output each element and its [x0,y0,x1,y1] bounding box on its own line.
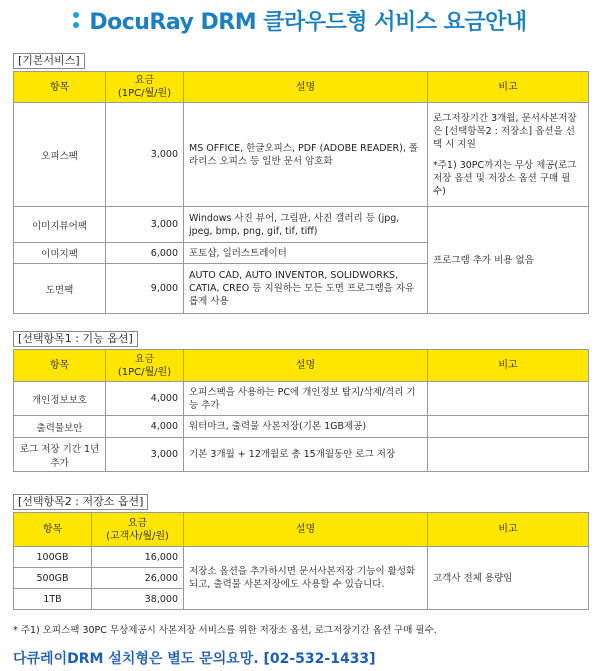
section-label-function-option: [선택항목1 : 기능 옵션] [13,331,138,347]
col-header-price: 요금 (1PC/월/원) [106,350,184,382]
col-header-price: 요금 (고객사/월/원) [92,513,184,547]
item-price: 26,000 [92,568,184,589]
item-price: 6,000 [106,243,184,264]
col-header-item: 항목 [14,72,106,103]
item-name: 도면팩 [14,264,106,314]
item-price: 3,000 [106,207,184,243]
item-desc: Windows 사진 뷰어, 그림판, 사진 갤러리 등 (jpg, jpeg, bmp, png, gif, tif, tiff) [184,207,428,243]
item-note [428,382,589,416]
item-name: 개인정보보호 [14,382,106,416]
basic-service-table [13,71,589,314]
table-row [14,103,589,207]
table-row [14,416,589,438]
section-label-basic: [기본서비스] [13,53,85,69]
item-note [428,438,589,472]
item-name: 100GB [14,547,92,568]
item-price: 4,000 [106,416,184,438]
table-row [14,438,589,472]
col-header-desc: 설명 [184,350,428,382]
section-label-storage-option: [선택항목2 : 저장소 옵션] [13,494,148,510]
contact-info: 다큐레이DRM 설치형은 별도 문의요망. [02-532-1433] [13,651,376,667]
item-desc: MS OFFICE, 한글오피스, PDF (ADOBE READER), 폴라리스 오피스 등 일반 문서 암호화 [184,103,428,207]
function-option-table [13,349,589,472]
note-log-period: 로그저장기간 3개월, 문서사본저장은 [선택항목2 : 저장소] 옵션을 선택 시 지원 [433,112,577,150]
title-bar [0,0,600,40]
page-title: DocuRay DRM 클라우드형 서비스 요금안내 [89,9,527,35]
item-price: 38,000 [92,589,184,610]
item-name: 1TB [14,589,92,610]
item-note [428,416,589,438]
item-desc: 기본 3개월 + 12개월로 총 15개월동안 로그 저장 [184,438,428,472]
col-header-price: 요금 (1PC/월/원) [106,72,184,103]
item-note: 고객사 전체 용량임 [428,547,589,610]
storage-option-table [13,512,589,610]
item-desc: 저장소 옵션을 추가하시면 문서사본저장 기능이 활성화되고, 출력물 사본저장에도 사용할 수 있습니다. [184,547,428,610]
col-header-note: 비고 [428,72,589,103]
table-row [14,207,589,243]
item-name: 이미지뷰어팩 [14,207,106,243]
col-header-item: 항목 [14,513,92,547]
table-row [14,382,589,416]
footnote: * 주1) 오피스팩 30PC 무상제공시 사본저장 서비스를 위한 저장소 옵션, 로그저장기간 옵션 구매 필수. [13,625,437,636]
item-desc: AUTO CAD, AUTO INVENTOR, SOLIDWORKS, CATIA, CREO 등 지원하는 모든 도면 프로그램을 자유롭게 사용 [184,264,428,314]
col-header-note: 비고 [428,513,589,547]
item-price: 9,000 [106,264,184,314]
item-name: 오피스팩 [14,103,106,207]
table-row [14,547,589,568]
item-note: 프로그램 추가 비용 없음 [428,207,589,314]
item-price: 4,000 [106,382,184,416]
item-price: 3,000 [106,103,184,207]
item-desc: 오피스팩을 사용하는 PC에 개인정보 탐지/삭제/격리 기능 추가 [184,382,428,416]
item-price: 16,000 [92,547,184,568]
item-name: 500GB [14,568,92,589]
bullet-dots-icon [73,12,79,28]
col-header-desc: 설명 [184,72,428,103]
col-header-note: 비고 [428,350,589,382]
item-name: 출력물보안 [14,416,106,438]
col-header-desc: 설명 [184,513,428,547]
item-price: 3,000 [106,438,184,472]
note-free-pc: *주1) 30PC까지는 무상 제공(로그저장 옵션 및 저장소 옵션 구매 필수) [433,159,577,197]
item-desc: 워터마크, 출력물 사본저장(기본 1GB제공) [184,416,428,438]
item-desc: 포토샵, 일러스트레이터 [184,243,428,264]
item-name: 이미지팩 [14,243,106,264]
item-name: 로그 저장 기간 1년 추가 [14,438,106,472]
col-header-item: 항목 [14,350,106,382]
item-note [428,103,589,207]
